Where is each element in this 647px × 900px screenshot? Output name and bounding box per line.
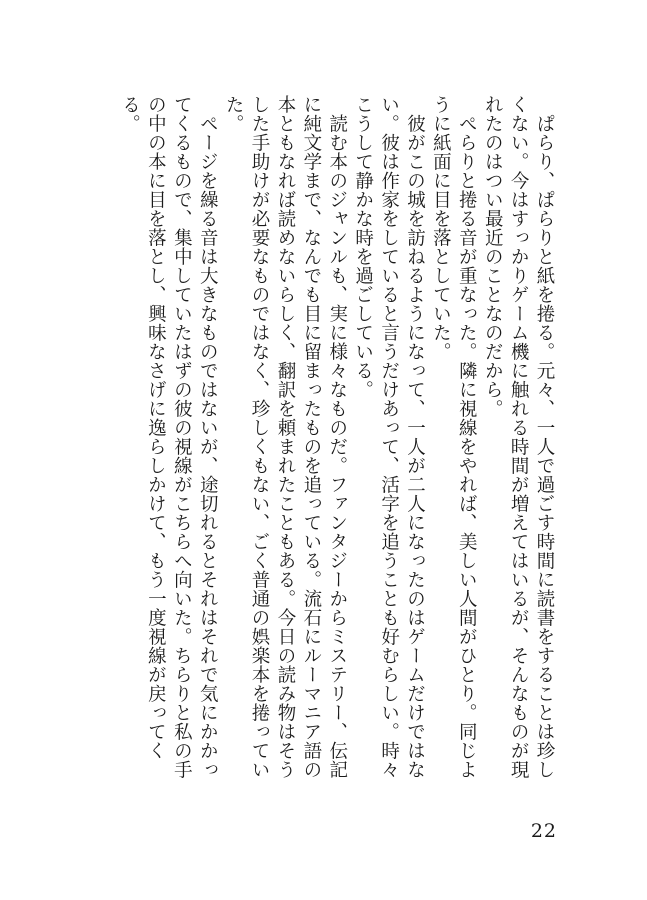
paragraph-2: ぺらりと捲る音が重なった。隣に視線をやれば、美しい人間がひとり。同じように紙面に目を落としていた。	[430, 95, 478, 779]
paragraph-4: 読む本のジャンルも、実に様々なものだ。ファンタジーからミステリー、伝記に純文学まで、なんでも目に留まったものを追っている。流石にルーマニア語の本ともなれば読めないらしく、翻訳を頼まれたこともある。今日の読み物はそうした手助けが必要なものではなく、珍しくもない、ごく普通の娯楽本を捲っていた。	[223, 95, 348, 779]
body-text	[117, 95, 557, 795]
page-number: 22	[530, 820, 557, 842]
paragraph-5: ページを繰る音は大きなものではないが、途切れるとそれはそれで気にかかってくるもので、集中していたはずの彼の視線がこちらへ向いた。ちらりと私の手の中の本に目を落とし、興味なさげに逸らしかけて、もう一度視線が戻ってくる。	[119, 95, 219, 779]
paragraph-1: ぱらり、ぱらりと紙を捲る。元々、一人で過ごす時間に読書をすることは珍しくない。今はすっかりゲーム機に触れる時間が増えてはいるが、そんなものが現れたのはつい最近のことなのだから。	[482, 95, 555, 779]
paragraph-3: 彼がこの城を訪ねるようになって、一人が二人になったのはゲームだけではない。彼は作家をしていると言うだけあって、活字を追うことも好むらしい。時々こうして静かな時を過ごしている。	[352, 95, 426, 779]
